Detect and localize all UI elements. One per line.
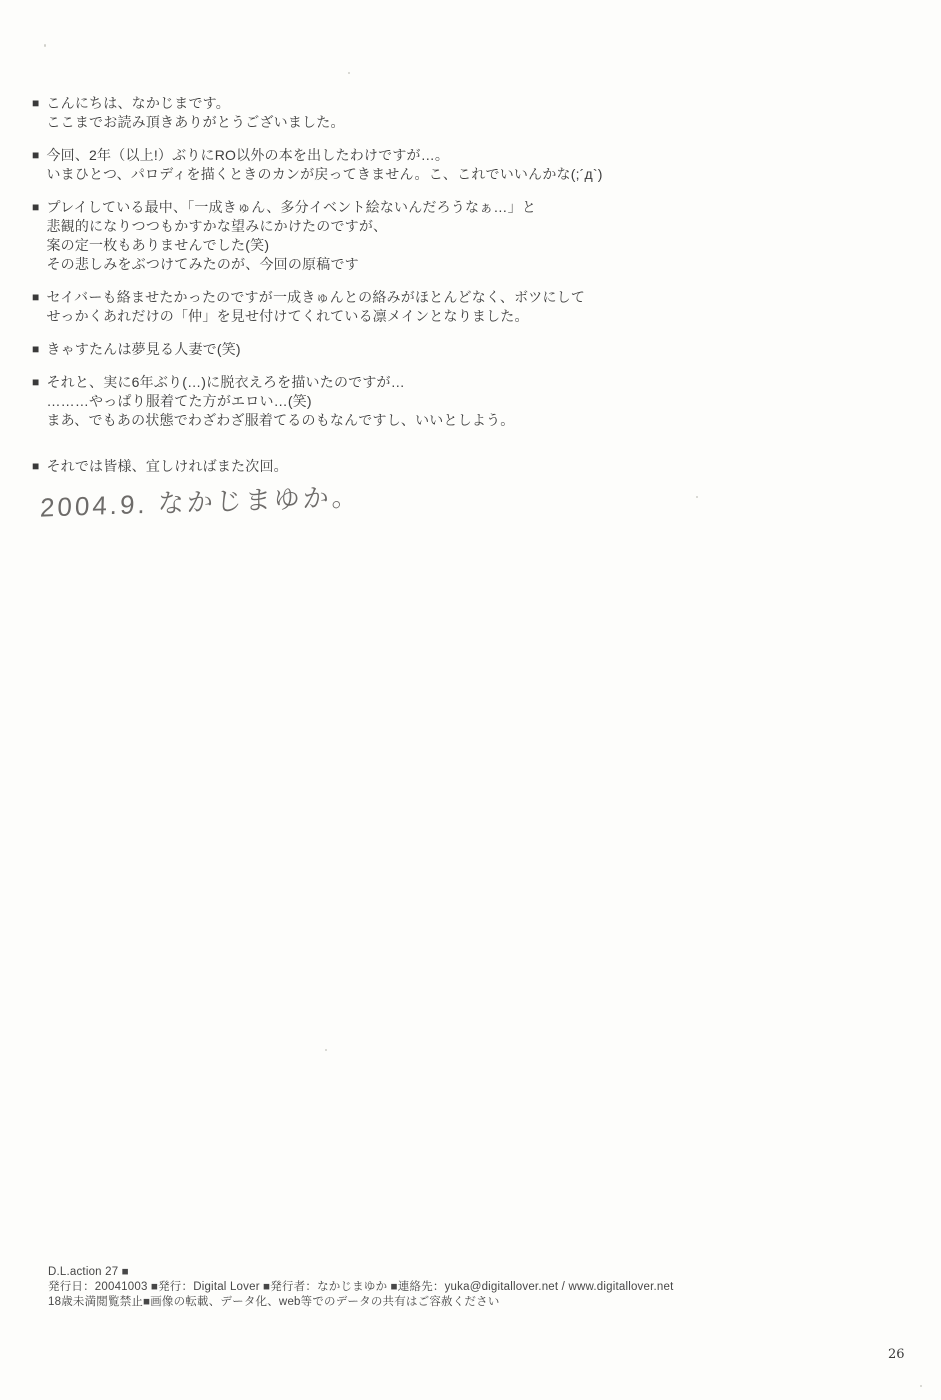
square-bullet-icon: ■ bbox=[32, 148, 40, 162]
paragraph-line: いまひとつ、パロディを描くときのカンが戻ってきません。こ、これでいいんかな(;´д`) bbox=[46, 166, 603, 182]
paragraph-line: それと、実に6年ぶり(…)に脱衣えろを描いたのですが… bbox=[46, 374, 405, 390]
square-bullet-icon: ■ bbox=[32, 290, 40, 304]
scan-speck bbox=[920, 1385, 922, 1387]
colophon-publication-info: 発行日：20041003 ■発行：Digital Lover ■発行者：なかじまゆか ■連絡先：yuka@digitallover.net / www.digitallover.net bbox=[48, 1281, 674, 1293]
afterword-paragraph bbox=[32, 288, 752, 326]
colophon-age-notice: 18歳未満閲覧禁止■画像の転載、データ化、web等でのデータの共有はご容赦ください bbox=[48, 1296, 500, 1308]
paragraph-line: セイバーも絡ませたかったのですが一成きゅんとの絡みがほとんどなく、ボツにして bbox=[46, 289, 586, 305]
afterword-paragraph bbox=[32, 146, 752, 184]
colophon-title: D.L.action 27 ■ bbox=[48, 1266, 129, 1278]
paragraph-line: ………やっぱり服着てた方がエロい…(笑) bbox=[46, 393, 312, 409]
paragraph-line: ここまでお読み頂きありがとうございました。 bbox=[46, 114, 345, 130]
paragraph-line: 悲観的になりつつもかすかな望みにかけたのですが、 bbox=[46, 218, 388, 234]
page-number: 26 bbox=[888, 1347, 905, 1362]
afterword-closing-paragraph bbox=[32, 457, 752, 476]
colophon-block bbox=[48, 1265, 673, 1310]
afterword-paragraph bbox=[32, 373, 752, 430]
scan-speck bbox=[44, 44, 46, 47]
scan-speck bbox=[325, 1049, 327, 1051]
square-bullet-icon: ■ bbox=[32, 342, 40, 356]
afterword-paragraph bbox=[32, 198, 752, 274]
square-bullet-icon: ■ bbox=[32, 375, 40, 389]
paragraph-line: せっかくあれだけの「仲」を見せ付けてくれている凛メインとなりました。 bbox=[46, 308, 529, 324]
paragraph-line: 今回、2年（以上!）ぶりにRO以外の本を出したわけですが…。 bbox=[46, 147, 450, 163]
paragraph-line: こんにちは、なかじまです。 bbox=[46, 95, 230, 111]
handwritten-date-signature: 2004.9. なかじまゆか。 bbox=[39, 481, 362, 523]
scan-speck bbox=[696, 496, 698, 498]
afterword-paragraph bbox=[32, 94, 752, 132]
paragraph-line: プレイしている最中、「一成きゅん、多分イベント絵ないんだろうなぁ…」と bbox=[46, 199, 537, 215]
scan-speck bbox=[348, 72, 350, 74]
paragraph-line: その悲しみをぶつけてみたのが、今回の原稿です bbox=[46, 256, 359, 272]
square-bullet-icon: ■ bbox=[32, 459, 40, 473]
square-bullet-icon: ■ bbox=[32, 200, 40, 214]
afterword-text-block bbox=[32, 94, 752, 476]
paragraph-line: まあ、でもあの状態でわざわざ服着てるのもなんですし、いいとしよう。 bbox=[46, 412, 515, 428]
paragraph-line: それでは皆様、宜しければまた次回。 bbox=[46, 458, 288, 474]
afterword-paragraph bbox=[32, 340, 752, 359]
paragraph-line: 案の定一枚もありませんでした(笑) bbox=[46, 237, 270, 253]
paragraph-line: きゃすたんは夢見る人妻で(笑) bbox=[46, 341, 241, 357]
square-bullet-icon: ■ bbox=[32, 96, 40, 110]
